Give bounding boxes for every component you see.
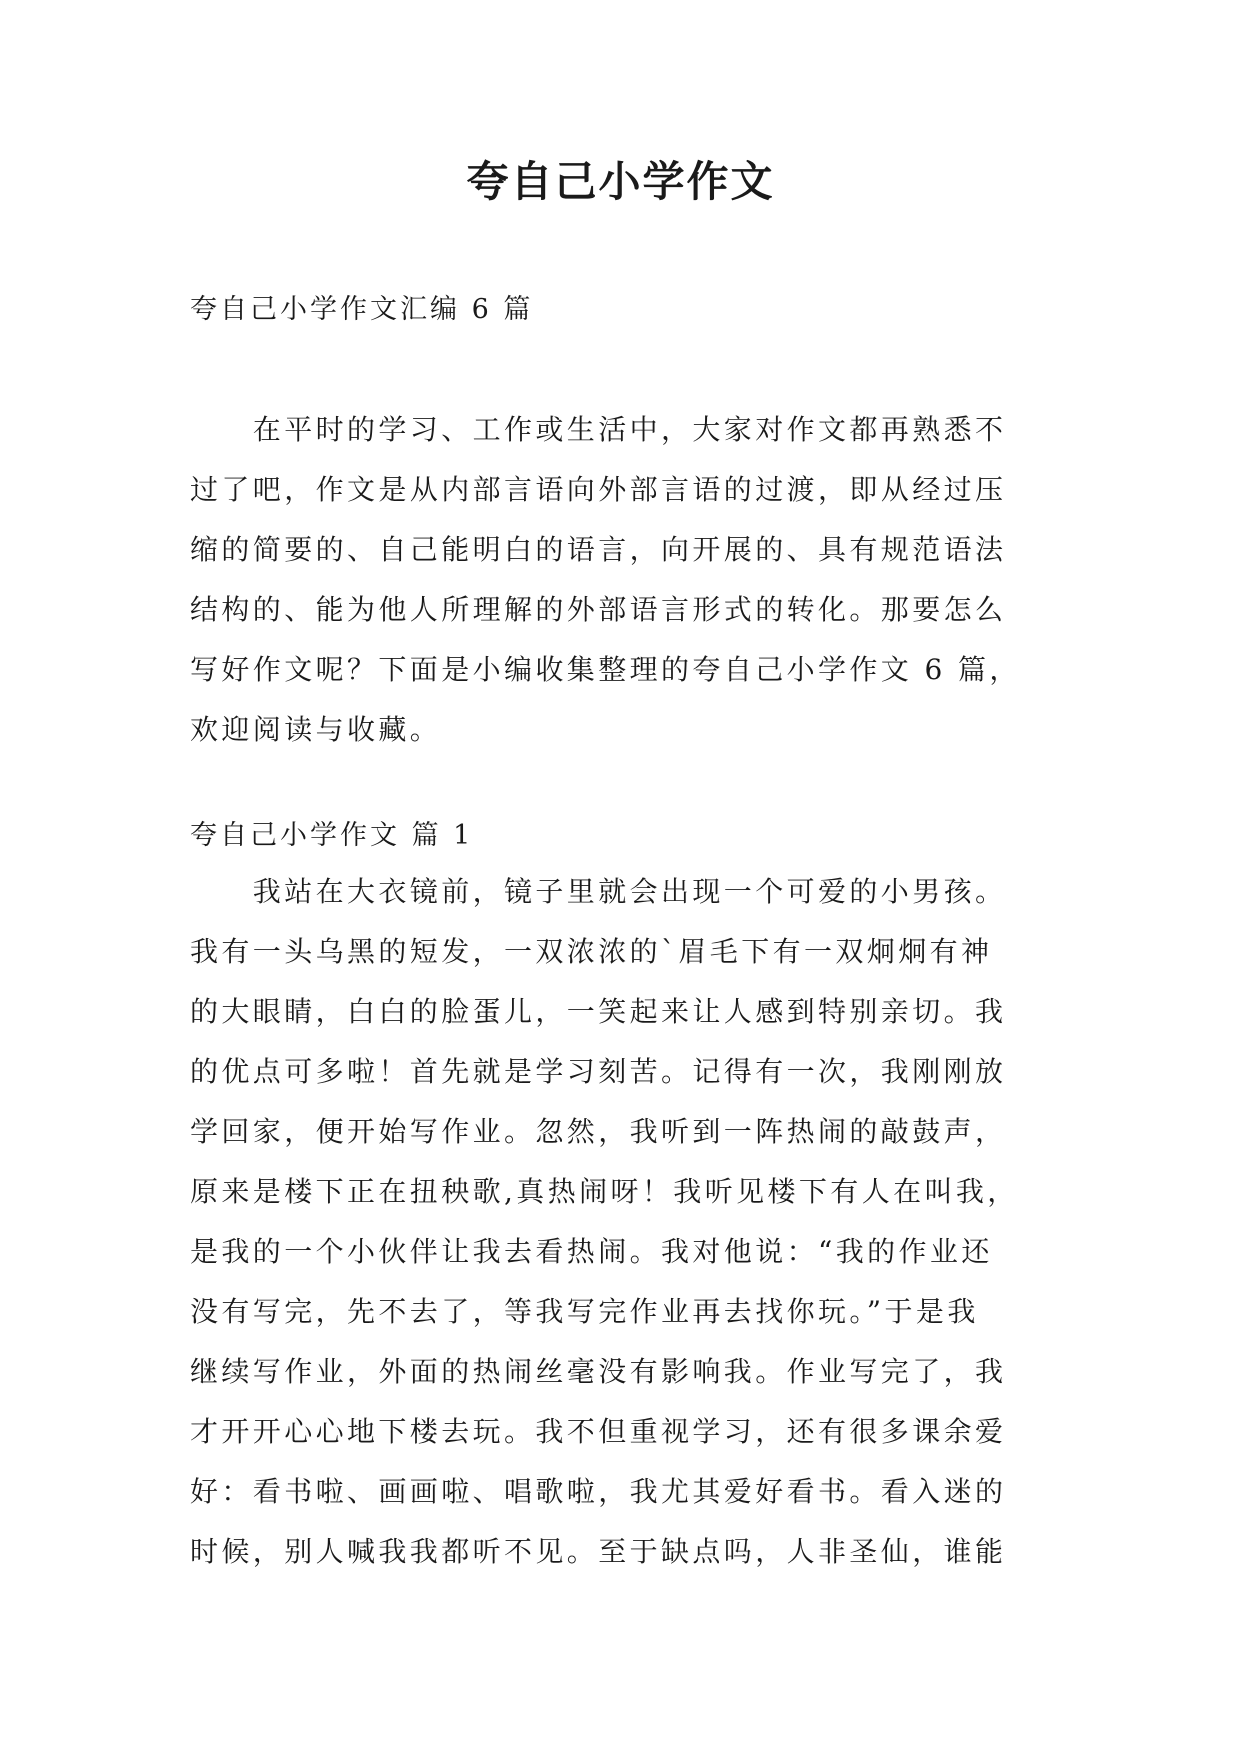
essay-line: 才开开心心地下楼去玩。我不但重视学习，还有很多课余爱: [190, 1415, 1007, 1448]
intro-line: 缩的简要的、自己能明白的语言，向开展的、具有规范语法: [190, 533, 1007, 566]
essay-line: 学回家，便开始写作业。忽然，我听到一阵热闹的敲鼓声，: [190, 1115, 1007, 1148]
essay-line: 继续写作业，外面的热闹丝毫没有影响我。作业写完了，我: [190, 1355, 1007, 1388]
intro-paragraph: [190, 400, 1050, 760]
intro-line: 写好作文呢？下面是小编收集整理的夸自己小学作文 6 篇，: [190, 653, 1021, 686]
section-heading: 夸自己小学作文 篇 1: [190, 820, 474, 851]
essay-line: 的优点可多啦！首先就是学习刻苦。记得有一次，我刚刚放: [190, 1055, 1007, 1088]
essay-paragraph: [190, 862, 1050, 1582]
page-title: 夸自己小学作文: [466, 157, 775, 206]
essay-line: 原来是楼下正在扭秧歌,真热闹呀！我听见楼下有人在叫我，: [190, 1175, 1019, 1208]
essay-line: 我有一头乌黑的短发，一双浓浓的`眉毛下有一双炯炯有神: [190, 935, 993, 968]
intro-line: 过了吧，作文是从内部言语向外部言语的过渡，即从经过压: [190, 473, 1007, 506]
document-subtitle: 夸自己小学作文汇编 6 篇: [190, 294, 534, 325]
essay-line: 的大眼睛，白白的脸蛋儿，一笑起来让人感到特别亲切。我: [190, 995, 1007, 1028]
intro-line: 在平时的学习、工作或生活中，大家对作文都再熟悉不: [190, 413, 1007, 446]
intro-line: 结构的、能为他人所理解的外部语言形式的转化。那要怎么: [190, 593, 1007, 626]
essay-line: 好：看书啦、画画啦、唱歌啦，我尤其爱好看书。看入迷的: [190, 1475, 1007, 1508]
intro-line: 欢迎阅读与收藏。: [190, 713, 442, 746]
essay-line: 时候，别人喊我我都听不见。至于缺点吗，人非圣仙，谁能: [190, 1535, 1007, 1568]
essay-line: 没有写完，先不去了，等我写完作业再去找你玩。”于是我: [190, 1295, 979, 1328]
essay-line: 是我的一个小伙伴让我去看热闹。我对他说：“我的作业还: [190, 1235, 993, 1268]
essay-line: 我站在大衣镜前，镜子里就会出现一个可爱的小男孩。: [190, 875, 1007, 908]
